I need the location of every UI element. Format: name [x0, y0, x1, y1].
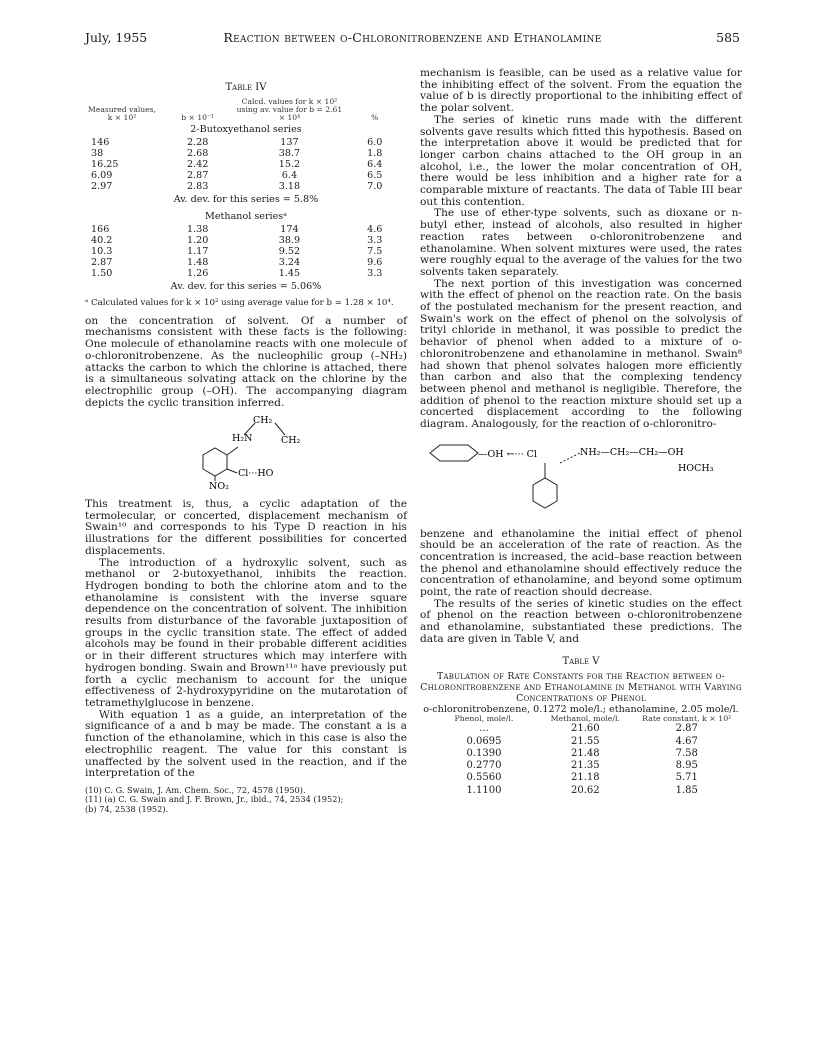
diagram-ch2-top: CH₂ [253, 415, 273, 427]
diagram-cl-ho: Cl···HO [238, 468, 274, 480]
table4 [85, 98, 407, 296]
table5-header-phenol: Phenol, mole/l. [454, 714, 514, 724]
table5-caption: Table V [562, 655, 600, 667]
table5-title: Tabulation of Rate Constants for the Reaction between o-Chloronitrobenzene and Ethanolamine in Methanol with Varying Concentrations of Phenol [420, 671, 742, 705]
table5-header-rate: Rate constant, k × 10² [642, 714, 732, 724]
table4-header-b: b × 10⁻¹ [181, 112, 215, 122]
table-row: 166 1.38 174 4.6 [91, 223, 383, 235]
header-title: Reaction between o-Chloronitrobenzene and Ethanolamine [223, 30, 602, 45]
table-row: 38 2.68 38.7 1.8 [91, 147, 383, 159]
table-row: 0.2770 21.35 8.95 [466, 760, 698, 772]
header-date: July, 1955 [85, 30, 148, 45]
table-row: 1.1100 20.62 1.85 [466, 784, 698, 796]
table-row: 0.0695 21.55 4.67 [466, 735, 698, 747]
table5-header-row [434, 715, 737, 723]
table5-subtitle: o-chloronitrobenzene, 0.1272 mole/l.; ethanolamine, 2.05 mole/l. [423, 704, 739, 716]
table4-section-butoxy: 2-Butoxyethanol series [190, 123, 302, 135]
table-row: 146 2.28 137 6.0 [91, 136, 383, 148]
right-paragraph-5: benzene and ethanolamine the initial effect of phenol should be an acceleration of the rate of reaction. As the concentration is increased, the acid–base reaction between the phenol and ethanolamine should effectively reduce the concentration of ethanolamine, and beyond some optimum point, the rate of reaction should decrease. [420, 527, 742, 599]
phenol-ring-icon [430, 445, 478, 461]
table4-header-percent: % [371, 112, 379, 122]
references [85, 786, 407, 815]
table-row: 40.2 1.20 38.9 3.3 [91, 234, 383, 246]
table4-header-measured: Measured values, k × 10² [88, 104, 156, 122]
table-row: 2.87 1.48 3.24 9.6 [91, 256, 383, 268]
right-paragraph-1: mechanism is feasible, can be used as a relative value for the inhibiting effect of the solvent. From the equation the value of b is directly proportional to the inhibiting effect of the polar solvent. [420, 67, 742, 115]
right-paragraph-4: The next portion of this investigation was concerned with the effect of phenol on the reaction rate. On the basis of the postulated mechanism for the present reaction, and Swain's work on the effect of phenol on the solvolysis of trityl chloride in methanol, it was possible to predict the behavior of phenol when added to a mixture of o-chloronitrobenzene and ethanolamine in methanol. Swain⁸ had shown that phenol solvates halogen more efficiently than carbon and also that the complexing tendency between phenol and methanol is negligible. Therefore, the addition of phenol to the reaction mixture should set up a concerted displacement according to the following diagram. Analogously, for the reaction of o-chloronitro- [420, 277, 742, 431]
table-row: 16.25 2.42 15.2 6.4 [91, 158, 383, 170]
table-row: 0.5560 21.18 5.71 [466, 772, 698, 784]
left-column [85, 68, 407, 814]
table-row: 0.1390 21.48 7.58 [466, 747, 698, 759]
reference-11a: (11) (a) C. G. Swain and J. F. Brown, Jr., ibid., 74, 2534 (1952); [85, 794, 344, 805]
diagram-ethanolamine-chain: NH₂—CH₂—CH₂—OH [580, 446, 684, 458]
diagram-h2n: H₂N [232, 433, 253, 445]
table-row: 6.09 2.87 6.4 6.5 [91, 169, 383, 181]
reference-10: (10) C. G. Swain, J. Am. Chem. Soc., 72, 4578 (1950). [85, 784, 306, 795]
benzene-ring-icon [203, 448, 227, 476]
left-paragraph-3: The introduction of a hydroxylic solvent, such as methanol or 2-butoxyethanol, inhibits the reaction. Hydrogen bonding to both the chlorine atom and to the ethanolamine is consistent with the inverse square dependence on the concentration of solvent. The inhibition results from disturbance of the favorable juxtaposition of groups in the cyclic transition state. The effect of added alcohols may be found in their probable different acidities or in their different structures which may interfere with hydrogen bonding. Swain and Brown¹¹ᵃ have previously put forth a cyclic mechanism to account for the unique effectiveness of 2-hydroxypyridine on the mutarotation of tetramethylglucose in benzene. [85, 556, 407, 709]
table4-caption: Table IV [225, 82, 267, 93]
table4-section-methanol: Methanol seriesᵃ [205, 210, 287, 222]
cyclic-transition-diagram [85, 413, 407, 489]
left-paragraph-4: With equation 1 as a guide, an interpretation of the significance of a and b may be made. The constant a is a function of the ethanolamine, which in this case is also the electrophilic reagent. The value for this constant is unaffected by the solvent used in the reaction, and if the interpretation of the [85, 708, 407, 780]
diagram-oh-cl: —OH ←··· Cl [478, 448, 537, 460]
table4-avg-butoxy: Av. dev. for this series = 5.8% [173, 193, 319, 205]
diagram-no2: NO₂ [209, 481, 229, 490]
table4-header-row [85, 98, 407, 122]
table-row: 2.97 2.83 3.18 7.0 [91, 180, 383, 192]
left-paragraph-2: This treatment is, thus, a cyclic adaptation of the termolecular, or concerted, displacement mechanism of Swain¹⁰ and corresponds to his Type D reaction in his illustrations for the different possibilities for concerted displacements. [85, 498, 407, 557]
right-paragraph-6: The results of the series of kinetic studies on the effect of phenol on the reaction between o-chloronitrobenzene and ethanolamine, substantiated these predictions. The data are given in Table V, and [420, 597, 742, 645]
diagram-ch2-right: CH₂ [281, 435, 301, 447]
table5 [434, 715, 737, 797]
reference-11b: (b) 74, 2538 (1952). [85, 803, 169, 814]
chlorobenzene-ring-icon [533, 478, 557, 508]
left-paragraph-1: on the concentration of solvent. Of a number of mechanisms consistent with these facts is the following: One molecule of ethanolamine reacts with one molecule of o-chloronitrobenzene. As the nucleophilic group (–NH₂) attacks the carbon to which the chlorine is attached, there is a simultaneous solvating attack on the chlorine by the electrophilic group (–OH). The accompanying diagram depicts the cyclic transition inferred. [85, 314, 407, 409]
table-row: 1.50 1.26 1.45 3.3 [91, 267, 383, 279]
phenol-displacement-diagram [420, 433, 742, 519]
right-paragraph-2: The series of kinetic runs made with the different solvents gave results which fitted this hypothesis. Based on the interpretation above it would be predicted that for longer carbon chains attached to the OH group in an alcohol, i.e., the lower the molar concentration of OH, there would be less inhibition and a higher rate for a comparable mixture of reactants. The data of Table III bear out this contention. [420, 113, 742, 208]
table-row: ... 21.60 2.87 [479, 723, 698, 735]
table4-avg-methanol: Av. dev. for this series = 5.06% [170, 280, 322, 292]
table4-header-calcd: Calcd. values for k × 10² using av. value for b = 2.61 × 10⁴ [236, 96, 343, 122]
diagram-hoch3: HOCH₃ [678, 462, 714, 474]
right-paragraph-3: The use of ether-type solvents, such as dioxane or n-butyl ether, instead of alcohols, also resulted in higher reaction rates between o-chloronitrobenzene and ethanolamine. When solvent mixtures were used, the rates were roughly equal to the average of the values for the two solvents taken separately. [420, 207, 742, 278]
table-row: 10.3 1.17 9.52 7.5 [91, 245, 383, 257]
table4-footnote: ᵃ Calculated values for k × 10² using average value for b = 1.28 × 10⁴. [85, 297, 394, 308]
table5-header-methanol: Methanol, mole/l. [550, 714, 621, 724]
right-column [420, 68, 742, 797]
page-number: 585 [716, 30, 740, 45]
